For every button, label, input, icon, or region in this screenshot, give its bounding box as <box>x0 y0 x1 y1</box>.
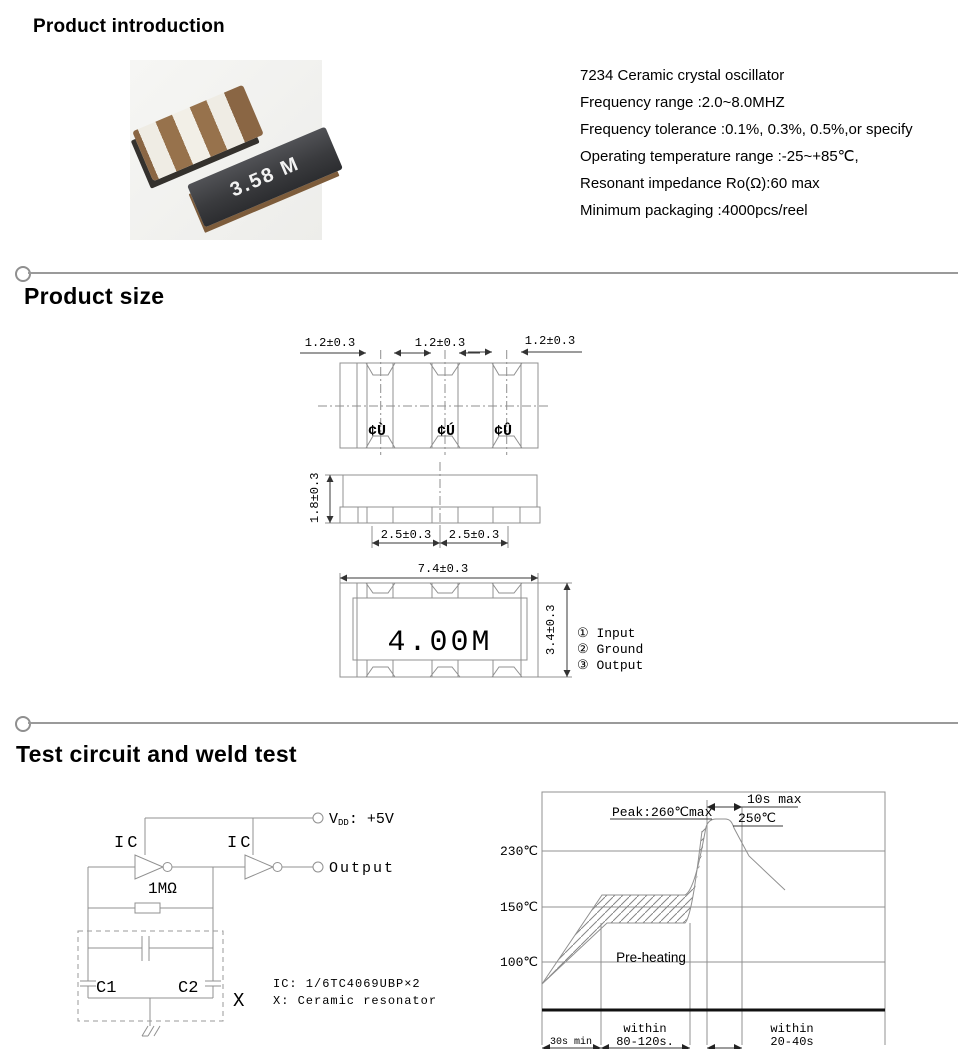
top-view <box>300 334 582 455</box>
dim-pad-width-2: 1.2±0.3 <box>414 336 466 350</box>
spec-list <box>580 62 950 224</box>
inverter-2-icon <box>245 855 273 879</box>
ic-label-2: IC <box>227 834 254 853</box>
ic-label-1: IC <box>114 834 141 853</box>
front-view <box>340 562 572 677</box>
pin-legend-ground: ② Ground <box>577 642 644 657</box>
spec-line-operating-temperature: Operating temperature range :-25~+85℃, <box>580 148 859 165</box>
intro-heading: Product introduction <box>33 16 225 37</box>
peak-width-annotation: 10s max <box>747 792 802 807</box>
side-view <box>308 462 540 548</box>
pin-legend-input: ① Input <box>577 626 636 641</box>
y-tick-230: 230℃ <box>499 844 538 859</box>
inverter-2-bubble-icon <box>273 863 282 872</box>
divider-rule <box>28 722 958 724</box>
spec-line-frequency-range: Frequency range :2.0~8.0MHZ <box>580 94 785 111</box>
dim-pitch-2: 2.5±0.3 <box>448 528 500 542</box>
inverter-1-bubble-icon <box>163 863 172 872</box>
y-tick-100: 100℃ <box>499 955 538 970</box>
pad-mark-1: ¢Ù <box>367 423 387 440</box>
cap-label-2: C2 <box>178 979 199 998</box>
x-segment-preheat-within: within <box>623 1022 667 1036</box>
resistor-label: 1MΩ <box>148 880 177 898</box>
vdd-terminal-icon <box>313 813 323 823</box>
y-tick-150: 150℃ <box>499 900 538 915</box>
pad-mark-3: ¢Û <box>493 423 513 440</box>
cap-label-1: C1 <box>96 979 117 998</box>
pad-mark-2: ¢Ú <box>436 423 456 440</box>
divider-circle-icon <box>15 266 31 282</box>
size-heading: Product size <box>24 283 165 309</box>
test-heading: Test circuit and weld test <box>16 741 297 767</box>
chart-frame <box>542 792 885 1010</box>
spec-line-resonant-impedance: Resonant impedance Ro(Ω):60 max <box>580 175 820 192</box>
ground-icon <box>142 1026 160 1036</box>
x-segment-preheat-time: 80-120s. <box>616 1035 674 1049</box>
preheat-label: Pre-heating <box>616 950 686 965</box>
peak-right-annotation: 250℃ <box>738 811 777 826</box>
side-view-pad-divisions <box>358 507 520 523</box>
output-label: Output <box>329 860 396 877</box>
dim-height-front: 3.4±0.3 <box>544 604 558 655</box>
product-marking: 3.58 M <box>226 152 303 201</box>
x-segment-cool-time: 20-40s <box>770 1035 814 1049</box>
profile-peak-curve <box>706 819 785 890</box>
output-terminal-icon <box>313 862 323 872</box>
dim-pitch-1: 2.5±0.3 <box>380 528 432 542</box>
inverter-1-icon <box>135 855 163 879</box>
chart-gridlines <box>542 851 885 962</box>
spec-line-frequency-tolerance: Frequency tolerance :0.1%, 0.3%, 0.5%,or specify <box>580 121 913 138</box>
dim-height: 1.8±0.3 <box>308 472 322 523</box>
section-divider <box>0 266 958 280</box>
spec-line-minimum-packaging: Minimum packaging :4000pcs/reel <box>580 202 808 219</box>
pin-legend <box>577 626 643 673</box>
resonator-plates-icon <box>142 936 149 961</box>
circuit-note-x: X: Ceramic resonator <box>273 994 438 1008</box>
peak-annotation: Peak:260℃max <box>612 805 713 820</box>
test-circuit-diagram <box>70 785 440 1045</box>
front-view-marking: 4.00M <box>387 626 493 660</box>
product-photo <box>130 60 322 240</box>
x-segment-30s: 30s min <box>549 1037 593 1048</box>
x-segment-cool-within: within <box>770 1022 814 1036</box>
bottom-wire <box>88 998 213 1026</box>
resistor-icon <box>135 903 160 913</box>
dim-pad-width-3: 1.2±0.3 <box>524 334 576 348</box>
dim-pad-width-1: 1.2±0.3 <box>304 336 356 350</box>
x-label: X <box>233 990 245 1012</box>
section-divider <box>0 716 958 730</box>
divider-circle-icon <box>15 716 31 732</box>
weld-profile-chart <box>485 785 958 1049</box>
divider-rule <box>28 272 958 274</box>
pin-legend-output: ③ Output <box>577 658 644 673</box>
spec-line-model: 7234 Ceramic crystal oscillator <box>580 67 785 84</box>
dim-width: 7.4±0.3 <box>417 562 469 576</box>
vdd-label: VDD: +5V <box>329 811 394 828</box>
product-size-drawing <box>280 330 680 690</box>
circuit-note-ic: IC: 1/6TC4069UBP×2 <box>273 977 421 991</box>
